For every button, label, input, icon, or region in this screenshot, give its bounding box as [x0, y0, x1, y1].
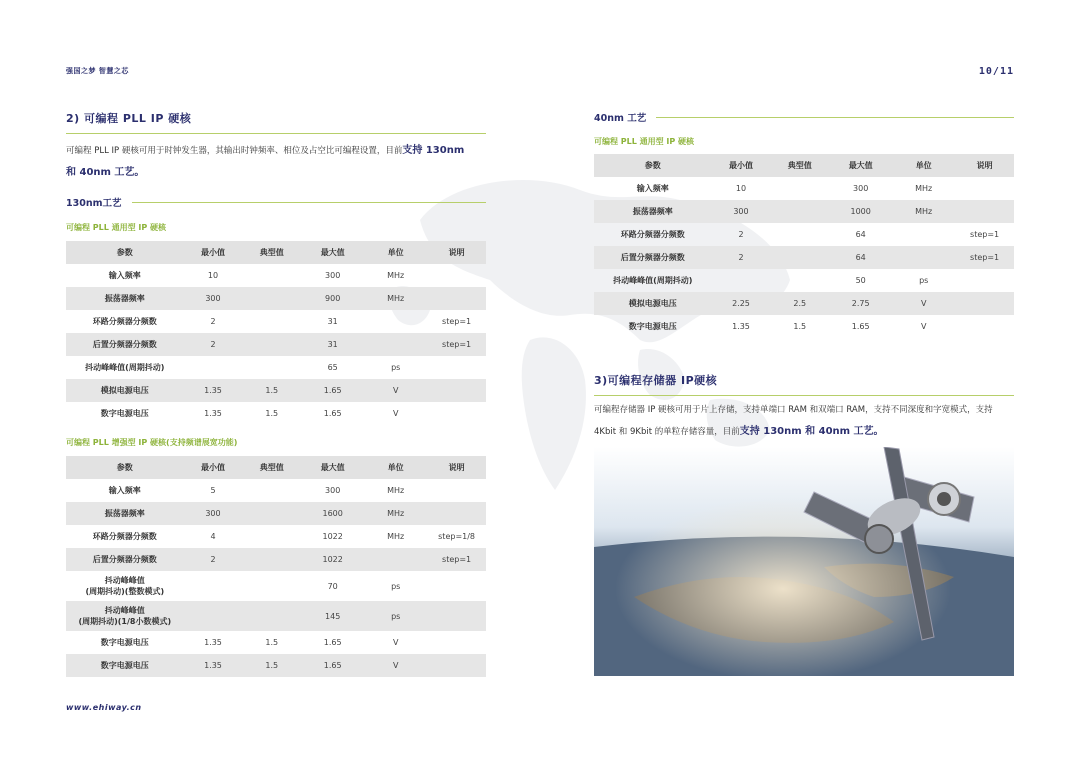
spec-table-40nm-general	[594, 154, 1014, 338]
table-cell	[242, 479, 301, 502]
memory-intro-emphasis: 支持 130nm 和 40nm 工艺。	[739, 426, 884, 437]
table-cell: ps	[919, 276, 929, 285]
page-number: 10/11	[978, 66, 1014, 77]
memory-intro-text: 可编程存储器 IP 硬核可用于片上存储，支持单端口 RAM 和双端口 RAM，支持不同深度和字宽模式，支持	[594, 405, 993, 415]
table-cell: 300	[853, 184, 869, 193]
table-cell: ps	[391, 581, 401, 591]
table-cell: V	[892, 292, 955, 315]
table-row	[66, 571, 486, 601]
table-cell	[770, 177, 829, 200]
header-tagline: 强国之梦 智慧之芯	[66, 67, 129, 75]
table-cell: V	[364, 654, 427, 677]
table-cell	[242, 333, 301, 356]
subtitle-130nm	[66, 195, 486, 209]
table-header-cell: 典型值	[770, 154, 829, 177]
table-header-cell: 参数	[594, 154, 712, 177]
subtitle-40nm	[594, 110, 1014, 124]
memory-intro-text-2: 4Kbit 和 9Kbit 的单粒存储容量，目前	[594, 427, 740, 437]
table-cell: ps	[391, 363, 401, 372]
table-row	[66, 379, 486, 402]
table-cell: MHz	[915, 184, 933, 193]
table-cell	[955, 292, 1014, 315]
table-cell	[184, 571, 243, 601]
table-cell	[427, 571, 486, 601]
table-cell: 64	[855, 230, 866, 239]
param-name-cell: 输入频率	[108, 271, 141, 280]
table-cell	[364, 548, 427, 571]
param-name-cell: 环路分频器分频数	[620, 230, 685, 239]
table-cell	[427, 601, 486, 631]
table-row	[594, 315, 1014, 338]
table-cell: 65	[327, 363, 338, 372]
table-cell: 300	[712, 200, 771, 223]
table-cell	[770, 223, 829, 246]
table-header-cell: 单位	[892, 154, 955, 177]
table-cell	[427, 479, 486, 502]
table-header-cell: 说明	[427, 241, 486, 264]
section-title-memory: 3)可编程存储器 IP硬核	[594, 372, 1014, 396]
table1-caption: 可编程 PLL 通用型 IP 硬核	[66, 223, 167, 232]
table3-caption: 可编程 PLL 通用型 IP 硬核	[594, 137, 695, 146]
table-cell: 300	[184, 502, 243, 525]
table-row	[66, 601, 486, 631]
table-cell	[242, 310, 301, 333]
satellite-earth-image	[594, 447, 1014, 676]
table-cell	[427, 379, 486, 402]
table-cell: 1.35	[732, 322, 750, 331]
table-header-cell: 参数	[66, 456, 184, 479]
table-cell: step=1	[970, 230, 1000, 239]
table-cell: 64	[829, 246, 892, 269]
table-header-row	[594, 154, 1014, 177]
table-cell: ps	[364, 601, 427, 631]
table-cell	[242, 356, 301, 379]
table-cell: 10	[735, 184, 747, 193]
table-cell: 2	[712, 246, 771, 269]
table-header-cell: 典型值	[242, 456, 301, 479]
pll-intro-emphasis: 支持 130nm	[402, 145, 465, 156]
table-cell: 2.75	[829, 292, 892, 315]
param-name-cell: 模拟电源电压	[594, 292, 712, 315]
table-cell	[364, 333, 427, 356]
table-cell: 1.35	[184, 379, 243, 402]
right-column	[594, 110, 1014, 443]
table-cell: 1.5	[265, 409, 279, 418]
table-row	[66, 479, 486, 502]
table-cell	[242, 601, 301, 631]
table2-caption: 可编程 PLL 增强型 IP 硬核(支持频谱展宽功能)	[66, 438, 238, 447]
table-cell	[770, 269, 829, 292]
table-cell	[364, 310, 427, 333]
pll-intro-emphasis-2: 和 40nm 工艺。	[66, 167, 145, 178]
table-cell	[184, 601, 243, 631]
table-cell	[712, 269, 771, 292]
table-cell: 145	[301, 601, 364, 631]
table-cell: MHz	[364, 287, 427, 310]
table-cell: 1.65	[323, 409, 342, 418]
table-header-cell: 单位	[364, 456, 427, 479]
table-row	[66, 333, 486, 356]
table-cell: 1600	[301, 502, 364, 525]
table-cell: 31	[327, 317, 338, 326]
table-row	[66, 654, 486, 677]
table-cell: 1.5	[242, 379, 301, 402]
table-cell: MHz	[387, 486, 405, 495]
table-header-cell: 最大值	[829, 154, 892, 177]
table-cell	[242, 287, 301, 310]
table-row	[594, 177, 1014, 200]
table-cell: 1.65	[851, 322, 870, 331]
table-cell: 1.65	[323, 638, 342, 647]
table-cell: step=1/8	[438, 532, 476, 541]
table-header-cell: 最大值	[301, 241, 364, 264]
param-name-cell: 抖动峰峰值(周期抖动)	[613, 276, 693, 285]
table-row	[594, 246, 1014, 269]
param-name-cell: 后置分频器分频数	[66, 548, 184, 571]
table-row	[66, 631, 486, 654]
param-name-cell: 输入频率	[636, 184, 669, 193]
param-name-cell: 抖动峰峰值(周期抖动)	[85, 363, 165, 372]
table-cell	[427, 654, 486, 677]
table-cell: 50	[855, 276, 866, 285]
table-cell	[427, 264, 486, 287]
table-cell	[770, 246, 829, 269]
table-row	[594, 269, 1014, 292]
table-cell: 31	[301, 333, 364, 356]
table-row	[66, 402, 486, 425]
table-cell: 4	[210, 532, 216, 541]
table-cell: 1.5	[242, 654, 301, 677]
param-name-cell: 振荡器频率	[594, 200, 712, 223]
table-cell: 2	[184, 333, 243, 356]
table-header-cell: 说明	[427, 456, 486, 479]
table-cell: 300	[184, 287, 243, 310]
table-cell: V	[920, 322, 927, 331]
memory-intro	[594, 399, 1014, 443]
table-cell	[427, 402, 486, 425]
param-name-cell: 抖动峰峰值 (周期抖动)(整数模式)	[85, 576, 165, 596]
spec-table-130nm-enhanced	[66, 456, 486, 677]
param-name-cell: 后置分频器分频数	[594, 246, 712, 269]
table-cell: 300	[325, 271, 341, 280]
param-name-cell: 振荡器频率	[66, 287, 184, 310]
table-header-cell: 单位	[364, 241, 427, 264]
table-cell	[427, 631, 486, 654]
table-header-cell: 最小值	[184, 241, 243, 264]
subtitle-rule	[132, 202, 487, 203]
table-cell: step=1	[427, 548, 486, 571]
param-name-cell: 输入频率	[108, 486, 141, 495]
table-cell	[892, 246, 955, 269]
param-name-cell: 振荡器频率	[66, 502, 184, 525]
table-cell: 2	[184, 548, 243, 571]
table-cell: MHz	[364, 502, 427, 525]
table-cell	[242, 571, 301, 601]
param-name-cell: 模拟电源电压	[66, 379, 184, 402]
pll-intro-text: 可编程 PLL IP 硬核可用于时钟发生器，其输出时钟频率、相位及占空比可编程设置，目前	[66, 146, 403, 156]
table-cell: 1.5	[265, 638, 279, 647]
section-title-pll: 2) 可编程 PLL IP 硬核	[66, 110, 486, 134]
table-cell	[427, 502, 486, 525]
table-cell: 2	[738, 230, 744, 239]
table-cell: 2.25	[712, 292, 771, 315]
table-cell: 1.5	[793, 322, 807, 331]
subtitle-40nm-text: 40nm 工艺	[594, 113, 647, 124]
table-cell	[892, 223, 955, 246]
table-cell: 70	[327, 581, 338, 591]
table-header-cell: 最大值	[301, 456, 364, 479]
table-header-cell: 典型值	[242, 241, 301, 264]
param-name-cell: 数字电源电压	[628, 322, 677, 331]
table-row	[594, 292, 1014, 315]
table-header-cell: 参数	[66, 241, 184, 264]
table-cell: 1.35	[204, 409, 222, 418]
table-cell	[427, 287, 486, 310]
table-row	[594, 223, 1014, 246]
table-cell	[955, 315, 1014, 338]
table-cell: step=1	[442, 317, 472, 326]
param-name-cell: 后置分频器分频数	[66, 333, 184, 356]
table-cell: 300	[325, 486, 341, 495]
table-cell: V	[364, 379, 427, 402]
subtitle-rule	[656, 117, 1014, 118]
table-cell	[242, 525, 301, 548]
table-cell: 5	[210, 486, 216, 495]
table-cell: 1.65	[301, 379, 364, 402]
pll-intro	[66, 140, 486, 184]
table-header-cell: 最小值	[184, 456, 243, 479]
table-cell: step=1	[955, 246, 1014, 269]
table-cell: V	[392, 638, 399, 647]
table-header-cell: 说明	[955, 154, 1014, 177]
table-cell: 1000	[829, 200, 892, 223]
table-header-cell: 最小值	[712, 154, 771, 177]
table-cell	[427, 356, 486, 379]
param-name-cell: 数字电源电压	[66, 654, 184, 677]
param-name-cell: 数字电源电压	[100, 638, 149, 647]
param-name-cell: 环路分频器分频数	[92, 532, 157, 541]
table-row	[66, 287, 486, 310]
table-cell: 900	[301, 287, 364, 310]
table-cell: 1.65	[301, 654, 364, 677]
spec-table-130nm-general	[66, 241, 486, 425]
table-cell	[242, 264, 301, 287]
table-row	[66, 356, 486, 379]
table-cell	[184, 356, 243, 379]
param-name-cell: 环路分频器分频数	[92, 317, 157, 326]
table-row	[66, 502, 486, 525]
footer-website-link[interactable]: www.ehiway.cn	[66, 703, 142, 712]
param-name-cell: 数字电源电压	[100, 409, 149, 418]
table-cell: MHz	[387, 271, 405, 280]
table-row	[66, 264, 486, 287]
table-cell: 1022	[322, 532, 343, 541]
table-cell: 1022	[301, 548, 364, 571]
table-cell: 2	[210, 317, 216, 326]
table-cell	[955, 269, 1014, 292]
subtitle-130nm-text: 130nm工艺	[66, 198, 122, 209]
table-cell	[242, 548, 301, 571]
table-cell: MHz	[892, 200, 955, 223]
table-cell	[955, 177, 1014, 200]
table-cell: 1.35	[204, 638, 222, 647]
param-name-cell: 抖动峰峰值 (周期抖动)(1/8小数模式)	[66, 601, 184, 631]
table-header-row	[66, 241, 486, 264]
table-header-row	[66, 456, 486, 479]
table-cell: step=1	[427, 333, 486, 356]
table-row	[66, 548, 486, 571]
table-cell: V	[392, 409, 399, 418]
table-row	[594, 200, 1014, 223]
table-cell: 2.5	[770, 292, 829, 315]
table-cell: 10	[207, 271, 219, 280]
table-row	[66, 310, 486, 333]
table-cell	[955, 200, 1014, 223]
table-cell: MHz	[387, 532, 405, 541]
table-cell	[770, 200, 829, 223]
table-cell	[242, 502, 301, 525]
table-cell: 1.35	[184, 654, 243, 677]
left-column	[66, 110, 486, 677]
table-row	[66, 525, 486, 548]
